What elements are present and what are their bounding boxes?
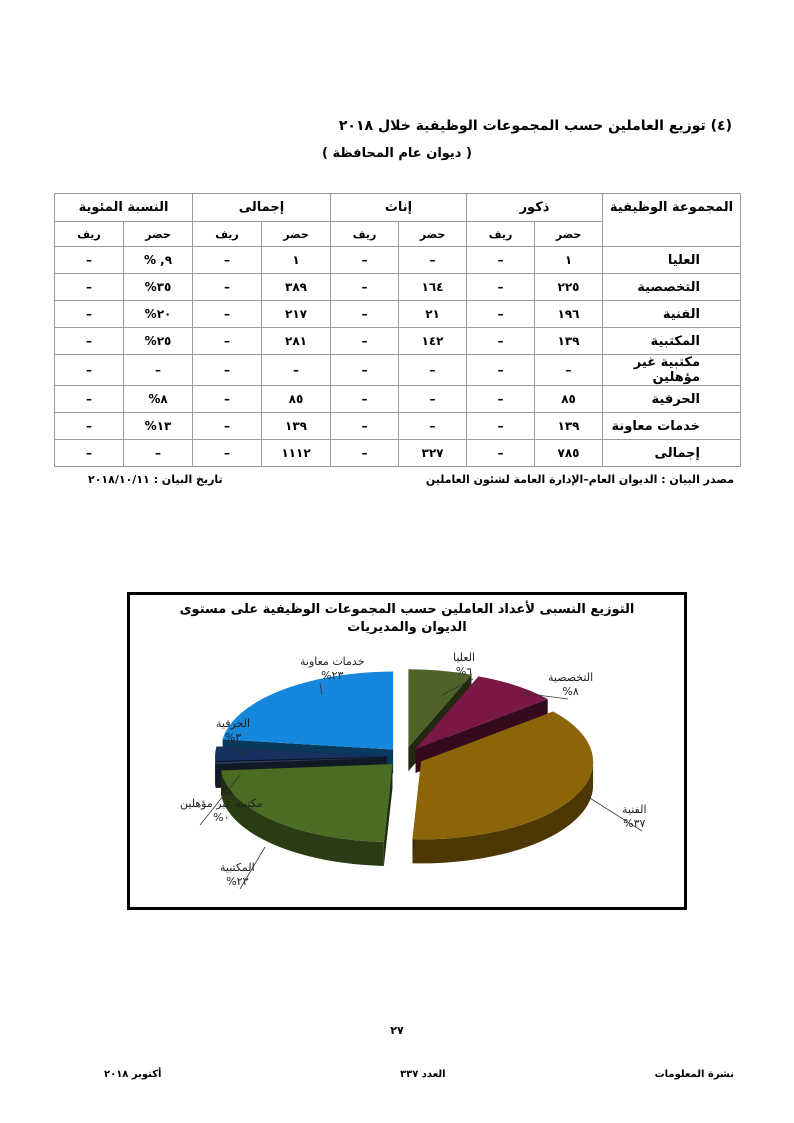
table-row <box>55 413 741 440</box>
table-row <box>55 386 741 413</box>
table-cell: – <box>193 274 262 301</box>
table-cell: – <box>55 355 124 386</box>
table-cell: ٢١٧ <box>262 301 331 328</box>
row-label: إجمالى <box>603 440 741 467</box>
row-label: مكتبية غير مؤهلين <box>603 355 741 386</box>
table-cell: – <box>467 301 535 328</box>
table-cell: – <box>193 328 262 355</box>
slice-value: ٣٧% <box>623 817 646 830</box>
row-label: الحرفية <box>603 386 741 413</box>
subheader-rural: ريف <box>193 222 262 247</box>
table-cell: – <box>467 386 535 413</box>
table-cell: – <box>331 413 399 440</box>
table-header-row <box>55 194 741 222</box>
table-cell: – <box>331 247 399 274</box>
slice-name: المكتبية <box>220 861 255 874</box>
table-cell: ١١١٢ <box>262 440 331 467</box>
slice-value: ٢٣% <box>321 669 344 682</box>
pie-chart <box>130 595 684 907</box>
table-cell: – <box>55 413 124 440</box>
subheader-rural: ريف <box>467 222 535 247</box>
subheader-rural: ريف <box>331 222 399 247</box>
subheader-urban: حضر <box>262 222 331 247</box>
table-row <box>55 247 741 274</box>
table-cell: ١٣٩ <box>535 413 603 440</box>
table-cell: ١٦٤ <box>399 274 467 301</box>
table-cell: – <box>331 274 399 301</box>
pie-slice-label <box>300 655 365 683</box>
table-cell: – <box>124 355 193 386</box>
subheader-rural: ريف <box>55 222 124 247</box>
table-cell: – <box>331 355 399 386</box>
slice-name: الحرفية <box>216 717 251 730</box>
table-cell: ١ <box>262 247 331 274</box>
table-cell: – <box>467 328 535 355</box>
table-cell: – <box>399 247 467 274</box>
group-header-males: ذكور <box>467 194 603 222</box>
table-cell: – <box>331 386 399 413</box>
table-cell: ١٣٩ <box>262 413 331 440</box>
table-cell: – <box>399 355 467 386</box>
table-cell: ٣٢٧ <box>399 440 467 467</box>
table-row <box>55 301 741 328</box>
table-row <box>55 274 741 301</box>
table-cell: – <box>193 386 262 413</box>
slice-value: ٦% <box>455 665 473 678</box>
footer-publication: نشرة المعلومات <box>654 1069 734 1080</box>
table-cell: – <box>193 440 262 467</box>
subheader-urban: حضر <box>535 222 603 247</box>
table-cell: – <box>193 355 262 386</box>
table-cell: ١٩٦ <box>535 301 603 328</box>
employees-table <box>54 193 741 467</box>
pie-chart-frame <box>127 592 687 910</box>
page-number: ٢٧ <box>390 1024 404 1037</box>
table-cell: ١٣٩ <box>535 328 603 355</box>
table-cell: – <box>535 355 603 386</box>
table-row <box>55 440 741 467</box>
table-cell: – <box>55 328 124 355</box>
pie-slice-label <box>216 717 250 745</box>
table-cell: – <box>55 386 124 413</box>
table-cell: – <box>331 328 399 355</box>
table-cell: – <box>55 301 124 328</box>
slice-name: مكتبية غير مؤهلين <box>180 797 263 810</box>
table-cell: ١ <box>535 247 603 274</box>
table-cell: ٢٠% <box>124 301 193 328</box>
pie-slice-label <box>220 861 255 889</box>
table-cell: ٢٢٥ <box>535 274 603 301</box>
table-cell: – <box>467 247 535 274</box>
table-cell: – <box>124 440 193 467</box>
subheader-urban: حضر <box>124 222 193 247</box>
slice-name: العليا <box>453 651 476 664</box>
row-label: الفنية <box>603 301 741 328</box>
page-title: (٤) توزيع العاملين حسب المجموعات الوظيفية خلال ٢٠١٨ <box>338 118 732 134</box>
table-cell: – <box>193 301 262 328</box>
data-source: مصدر البيان : الديوان العام–الإدارة العامة لشئون العاملين <box>425 473 734 486</box>
slice-value: ٢٣% <box>226 875 249 888</box>
table-cell: ٢٨١ <box>262 328 331 355</box>
slice-value: ٠% <box>213 811 230 824</box>
table-cell: ٣٥% <box>124 274 193 301</box>
table-cell: – <box>55 440 124 467</box>
table-cell: – <box>467 274 535 301</box>
table-cell: ١٣% <box>124 413 193 440</box>
pie-slice-label <box>453 651 475 679</box>
footer-issue: العدد ٣٣٧ <box>400 1069 446 1080</box>
pie-slice-label <box>622 803 647 831</box>
table-cell: – <box>55 247 124 274</box>
table-cell: – <box>399 386 467 413</box>
table-cell: ٣٨٩ <box>262 274 331 301</box>
table-cell: ٢٥% <box>124 328 193 355</box>
table-cell: – <box>331 440 399 467</box>
footer-date: أكتوبر ٢٠١٨ <box>104 1069 162 1080</box>
table-cell: – <box>331 301 399 328</box>
table-cell: ٧٨٥ <box>535 440 603 467</box>
table-cell: ٩, % <box>124 247 193 274</box>
slice-value: ٨% <box>562 685 579 698</box>
table-cell: ١٤٢ <box>399 328 467 355</box>
table-cell: – <box>193 413 262 440</box>
chart-title: التوزيع النسبى لأعداد العاملين حسب المجموعات الوظيفية على مستوى الديوان والمديريات <box>179 602 635 635</box>
slice-name: الفنية <box>622 803 647 816</box>
data-date: تاريخ البيان : ٢٠١٨/١٠/١١ <box>88 473 223 486</box>
category-header: المجموعة الوظيفية <box>603 194 741 247</box>
table-cell: ٨٥ <box>535 386 603 413</box>
table-cell: – <box>467 440 535 467</box>
slice-value: ٣% <box>224 731 242 744</box>
row-label: العليا <box>603 247 741 274</box>
table-row <box>55 355 741 386</box>
row-label: المكتبية <box>603 328 741 355</box>
table-row <box>55 328 741 355</box>
row-label: التخصصية <box>603 274 741 301</box>
row-label: خدمات معاونة <box>603 413 741 440</box>
page-subtitle: ( ديوان عام المحافظة ) <box>322 146 472 161</box>
group-header-percent: النسبة المئوية <box>55 194 193 222</box>
group-header-females: إناث <box>331 194 467 222</box>
table-cell: – <box>467 413 535 440</box>
group-header-total: إجمالى <box>193 194 331 222</box>
slice-name: التخصصية <box>548 671 594 684</box>
slice-name: خدمات معاونة <box>300 655 365 668</box>
table-cell: – <box>193 247 262 274</box>
table-cell: – <box>262 355 331 386</box>
table-cell: ٢١ <box>399 301 467 328</box>
pie-slice-label <box>548 671 593 699</box>
table-cell: ٨٥ <box>262 386 331 413</box>
table-cell: – <box>467 355 535 386</box>
table-cell: ٨% <box>124 386 193 413</box>
table-cell: – <box>55 274 124 301</box>
pie-slice-label <box>180 797 263 825</box>
subheader-urban: حضر <box>399 222 467 247</box>
table-cell: – <box>399 413 467 440</box>
